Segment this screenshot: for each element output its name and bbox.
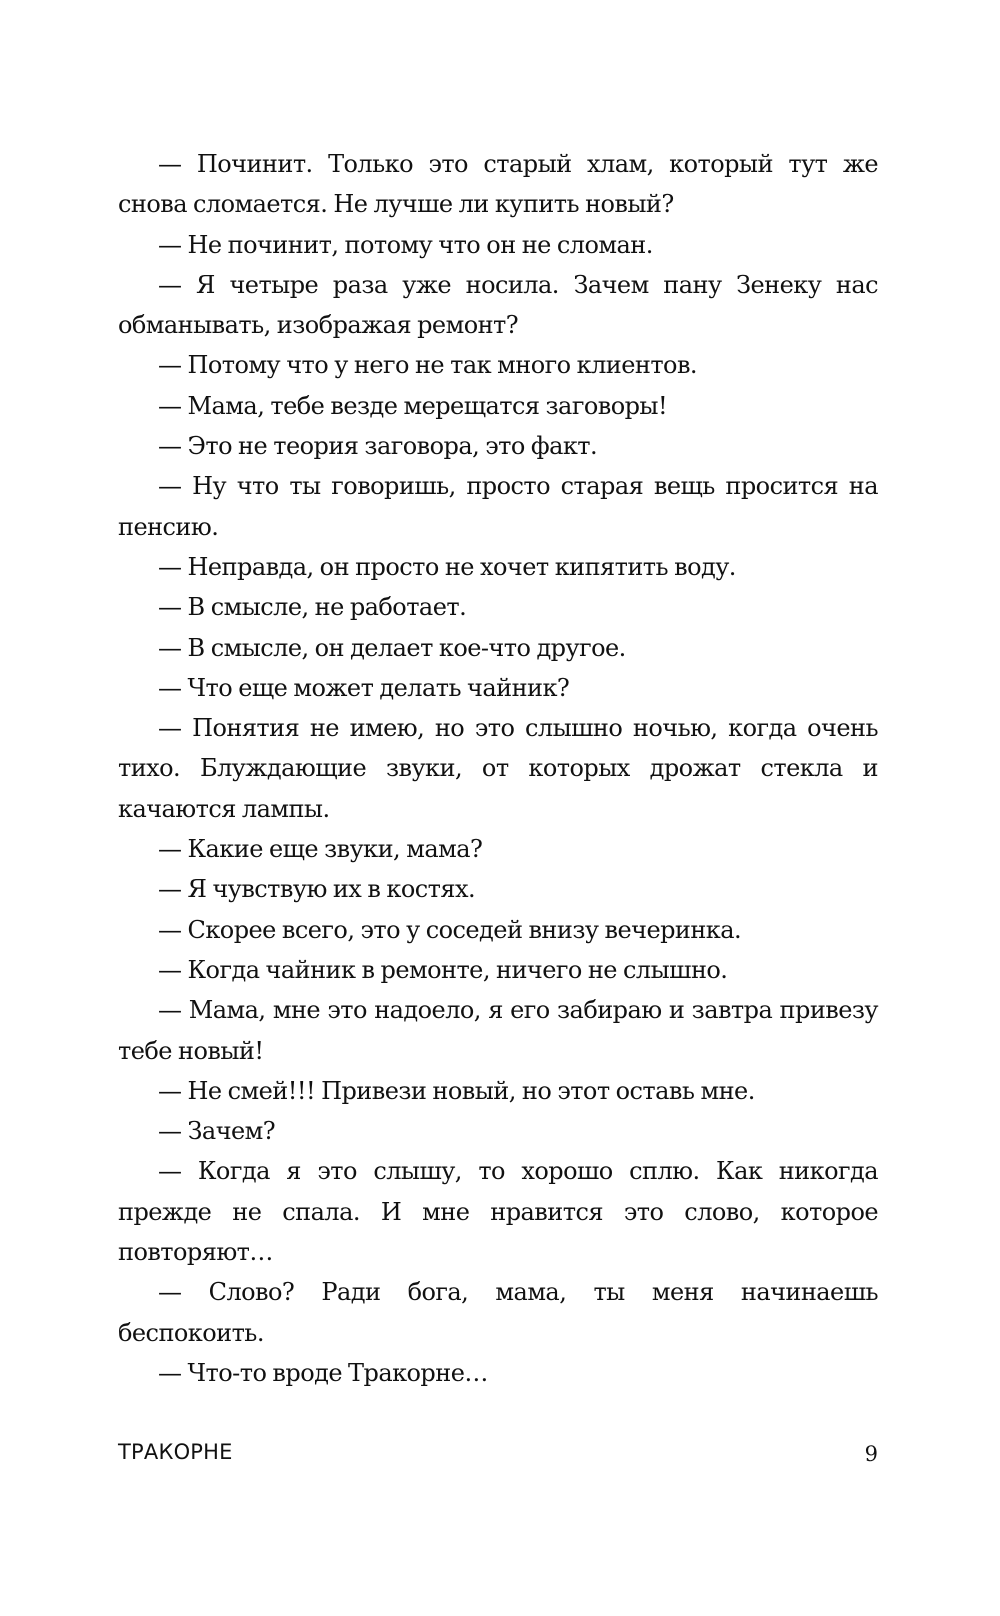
paragraph: — Починит. Только это старый хлам, который тут же снова сломается. Не лучше ли купить новый?	[118, 150, 878, 219]
paragraph: — Скорее всего, это у соседей внизу вечеринка.	[158, 915, 742, 944]
paragraph: — Зачем?	[158, 1117, 276, 1146]
paragraph: — Когда я это слышу, то хорошо сплю. Как никогда прежде не спала. И мне нравится это слово, которое повторяют…	[118, 1157, 878, 1267]
paragraph: — Неправда, он просто не хочет кипятить воду.	[158, 552, 736, 581]
paragraph: — В смысле, он делает кое-что другое.	[158, 633, 626, 662]
paragraph: — Слово? Ради бога, мама, ты меня начинаешь беспокоить.	[118, 1278, 878, 1347]
running-footer-title: ТРАКОРНЕ	[118, 1440, 233, 1464]
paragraph: — Не смей!!! Привези новый, но этот оставь мне.	[158, 1076, 755, 1105]
paragraph: — Мама, мне это надоело, я его забираю и завтра привезу тебе новый!	[118, 996, 878, 1065]
paragraph: — В смысле, не работает.	[158, 593, 467, 622]
body-text	[118, 144, 878, 1393]
page-number: 9	[864, 1442, 878, 1466]
paragraph: — Не починит, потому что он не сломан.	[158, 230, 653, 259]
paragraph: — Что еще может делать чайник?	[158, 673, 570, 702]
paragraph: — Мама, тебе везде мерещатся заговоры!	[158, 391, 668, 420]
paragraph: — Понятия не имею, но это слышно ночью, когда очень тихо. Блуждающие звуки, от которых дрожат стекла и качаются лампы.	[118, 714, 878, 823]
paragraph: — Что-то вроде Тракорне…	[158, 1358, 488, 1387]
paragraph: — Я четыре раза уже носила. Зачем пану Зенеку нас обманывать, изображая ремонт?	[118, 270, 878, 340]
paragraph: — Какие еще звуки, мама?	[158, 835, 483, 864]
paragraph: — Я чувствую их в костях.	[158, 875, 476, 904]
paragraph: — Потому что у него не так много клиентов.	[158, 351, 697, 380]
paragraph: — Ну что ты говоришь, просто старая вещь просится на пенсию.	[118, 472, 878, 541]
paragraph: — Это не теория заговора, это факт.	[158, 432, 598, 461]
paragraph: — Когда чайник в ремонте, ничего не слышно.	[158, 955, 728, 984]
